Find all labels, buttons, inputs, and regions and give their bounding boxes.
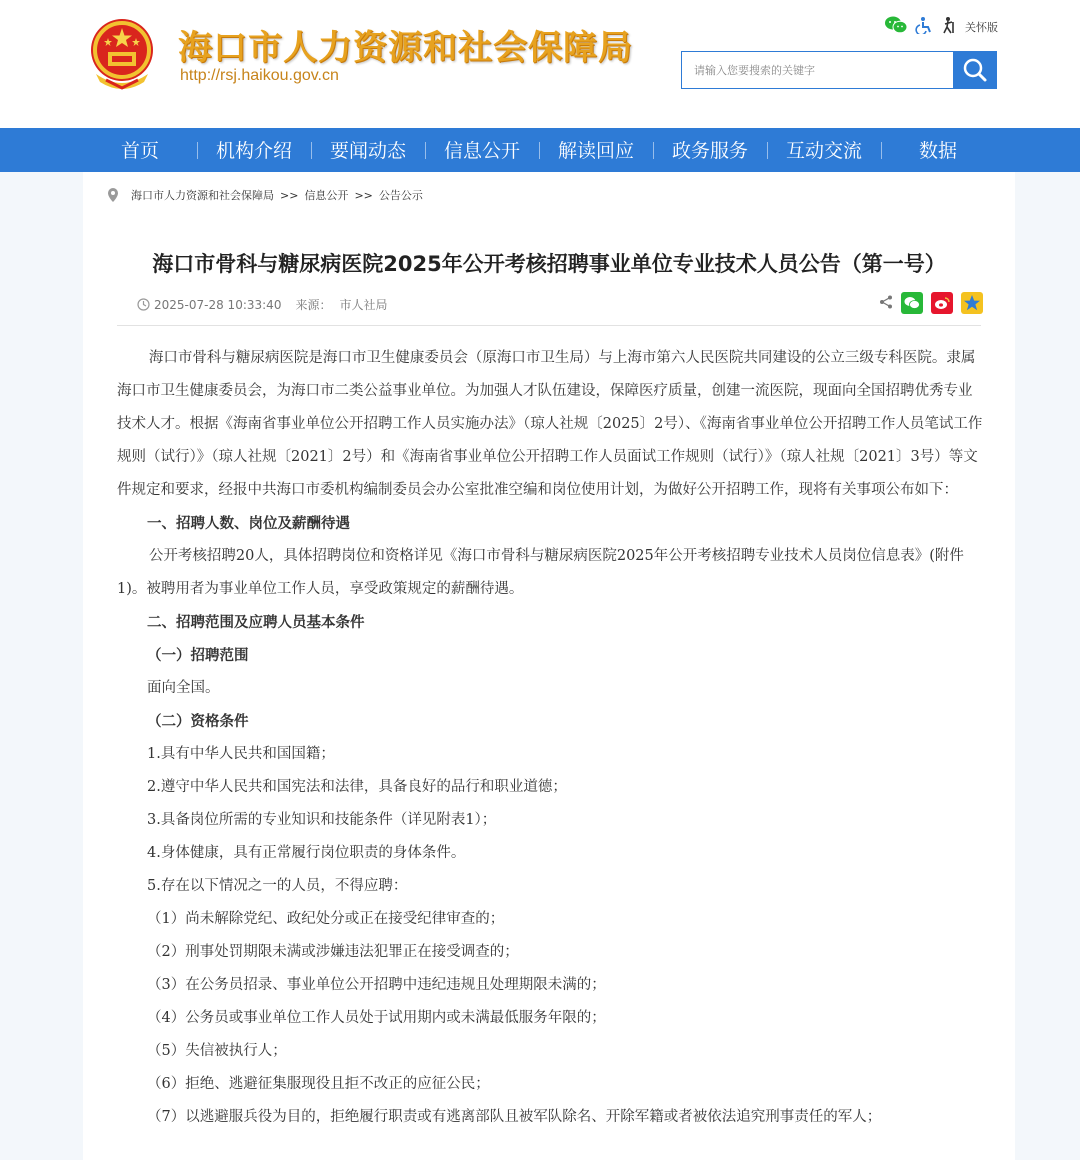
nav-item-services[interactable]: 政务服务 [672, 140, 749, 162]
nav-item-about[interactable]: 机构介绍 [216, 140, 293, 162]
list-item: 2.遵守中华人民共和国宪法和法律，具备良好的品行和职业道德； [147, 779, 567, 795]
qzone-share-button[interactable] [961, 292, 983, 314]
list-item: （6）拒绝、逃避征集服现役且拒不改正的应征公民； [147, 1076, 490, 1092]
nav-separator [881, 142, 882, 159]
search-button[interactable] [953, 51, 997, 89]
site-title[interactable]: 海口市人力资源和社会保障局 [178, 28, 633, 68]
nav-item-home[interactable]: 首页 [121, 140, 160, 162]
breadcrumb-separator: >> [280, 188, 299, 202]
nav-separator [653, 142, 654, 159]
location-pin-icon [107, 188, 119, 202]
nav-item-info-disclosure[interactable]: 信息公开 [444, 140, 521, 162]
site-header [0, 0, 1080, 128]
section-heading: 一、招聘人数、岗位及薪酬待遇 [147, 515, 350, 532]
breadcrumb-item-info[interactable]: 信息公开 [304, 189, 349, 202]
article-container [83, 172, 1015, 1160]
accessibility-icon[interactable] [915, 16, 933, 38]
breadcrumb-separator: >> [354, 188, 373, 202]
breadcrumb [107, 187, 423, 203]
list-item: （1）尚未解除党纪、政纪处分或正在接受纪律审查的； [147, 911, 505, 927]
care-mode-icon[interactable] [941, 16, 957, 38]
share-icon[interactable] [879, 294, 893, 313]
paragraph: 公开考核招聘20人，具体招聘岗位和资格详见《海口市骨科与糖尿病医院2025年公开考核招聘专业技术人员岗位信息表》(附件1)。被聘用者为事业单位工作人员，享受政策规定的薪酬待遇。 [117, 548, 964, 597]
nav-separator [767, 142, 768, 159]
section-heading: 二、招聘范围及应聘人员基本条件 [147, 614, 365, 631]
article-meta [137, 296, 387, 313]
meta-divider [117, 325, 981, 326]
nav-item-interaction[interactable]: 互动交流 [786, 140, 863, 162]
list-item: 1.具有中华人民共和国国籍； [147, 746, 335, 762]
qzone-icon [963, 294, 981, 312]
nav-separator [197, 142, 198, 159]
nav-separator [311, 142, 312, 159]
subsection-heading: （一）招聘范围 [147, 647, 249, 664]
nav-item-news[interactable]: 要闻动态 [330, 140, 407, 162]
nav-separator [425, 142, 426, 159]
nav-item-data[interactable]: 数据 [919, 140, 958, 162]
search-box [681, 51, 997, 89]
care-mode-label[interactable]: 关怀版 [965, 21, 998, 34]
source-label: 来源： [295, 298, 332, 312]
clock-icon [137, 298, 150, 311]
nav-item-interpretation[interactable]: 解读回应 [558, 140, 635, 162]
paragraph: 面向全国。 [147, 680, 220, 696]
source-value: 市人社局 [339, 298, 388, 312]
publish-date: 2025-07-28 10:33:40 [154, 297, 282, 312]
wechat-icon [904, 296, 920, 310]
list-item: 4.身体健康，具有正常履行岗位职责的身体条件。 [147, 845, 466, 861]
list-item: （5）失信被执行人； [147, 1043, 287, 1059]
search-icon [962, 57, 988, 83]
search-input[interactable] [682, 52, 964, 88]
breadcrumb-item-home[interactable]: 海口市人力资源和社会保障局 [131, 189, 274, 202]
weibo-icon [934, 296, 950, 310]
list-item: （3）在公务员招录、事业单位公开招聘中违纪违规且处理期限未满的； [147, 977, 606, 993]
nav-separator [539, 142, 540, 159]
top-tools [885, 16, 998, 38]
intro-paragraph: 海口市骨科与糖尿病医院是海口市卫生健康委员会（原海口市卫生局）与上海市第六人民医院共同建设的公立三级专科医院。隶属海口市卫生健康委员会，为海口市二类公益事业单位。为加强人才队伍建设，保障医疗质量，创建一流医院，现面向全国招聘优秀专业技术人才。根据《海南省事业单位公开招聘工作人员实施办法》（琼人社规〔2025〕2号）、《海南省事业单位公开招聘工作人员笔试工作规则（试行）》（琼人社规〔2021〕2号）和《海南省事业单位公开招聘工作人员面试工作规则（试行）》（琼人社规〔2021〕3号）等文件规定和要求，经报中共海口市委机构编制委员会办公室批准空编和岗位使用计划，为做好公开招聘工作，现将有关事项公布如下： [117, 350, 983, 498]
list-item: 5.存在以下情况之一的人员，不得应聘： [147, 878, 408, 894]
site-url[interactable]: http://rsj.haikou.gov.cn [180, 67, 339, 84]
subsection-heading: （二）资格条件 [147, 713, 249, 730]
list-item: （7）以逃避服兵役为目的，拒绝履行职责或有逃离部队且被军队除名、开除军籍或者被依法追究刑事责任的军人； [147, 1109, 882, 1125]
breadcrumb-item-notice[interactable]: 公告公示 [378, 189, 423, 202]
weibo-share-button[interactable] [931, 292, 953, 314]
list-item: 3.具备岗位所需的专业知识和技能条件（详见附表1）； [147, 812, 497, 828]
wechat-share-button[interactable] [901, 292, 923, 314]
article-title: 海口市骨科与糖尿病医院2025年公开考核招聘事业单位专业技术人员公告（第一号） [152, 252, 946, 276]
list-item: （4）公务员或事业单位工作人员处于试用期内或未满最低服务年限的； [147, 1010, 606, 1026]
article-body [117, 342, 983, 1134]
wechat-icon[interactable] [885, 16, 907, 38]
national-emblem-logo[interactable] [86, 16, 158, 92]
main-nav [0, 128, 1080, 172]
list-item: （2）刑事处罚期限未满或涉嫌违法犯罪正在接受调查的； [147, 944, 519, 960]
share-bar [879, 292, 983, 314]
